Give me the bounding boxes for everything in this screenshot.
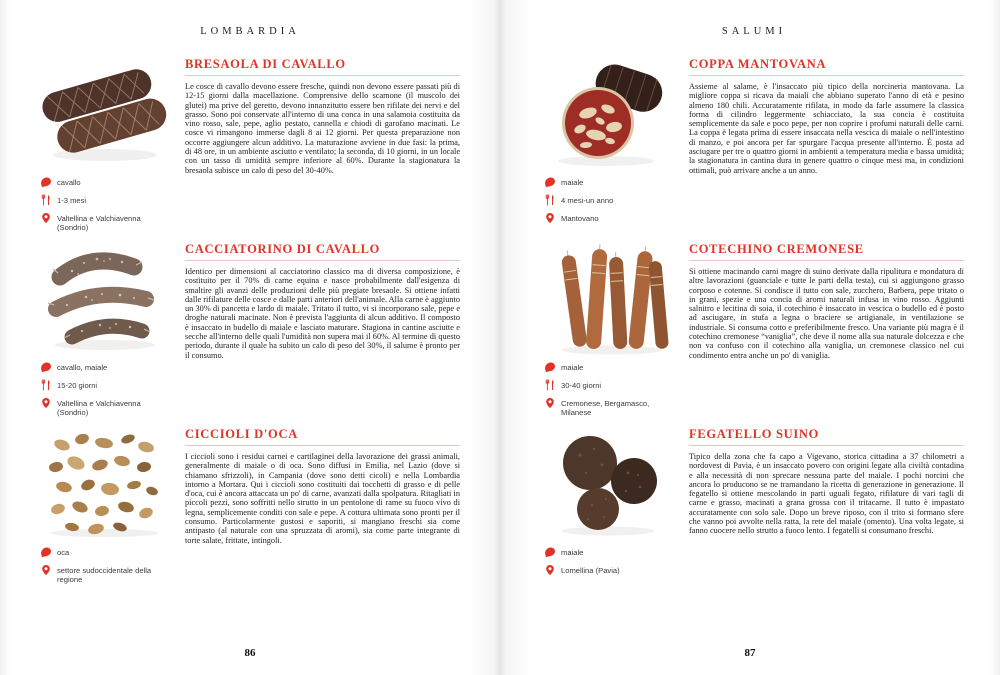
meta-list: [40, 546, 170, 590]
meta-list: [40, 176, 170, 238]
entry-body: I ciccioli sono i residui carnei e cartilaginei della lavorazione dei grassi animali, generalmente di maiale o di oca. Sono diffusi in Emilia, nel Lazio (dove si chiamano sfrizzoli), in Campania (dove sono detti cicoli) e nella Lombardia intorno a Mortara. Qui i ciccioli sono costituiti dai tocchetti di grasso e di pelle d'oca, cui è ancora attaccata un po' di carne, avanzati dalla spolpatura. Ritagliati in piccoli pezzi, sono soffritti nello strutto in un pentolone di rame su fuoco vivo di legna, semplicemente conditi con sale e pepe. A cottura ultimata sono pronti per il consumo. Particolarmente gustosi e saporiti, si mangiano freschi sia come antipasto (al naturale con una spruzzata di aromi), sia come parte integrante di torte salate, frittate, intingoli.: [185, 452, 460, 545]
pin-icon: [40, 397, 52, 409]
entry-image-column: [40, 242, 170, 427]
meta-label: Lomellina (Pavia): [561, 565, 620, 575]
product-image-cacciatorino: [40, 242, 170, 354]
meta-zone: [544, 564, 674, 576]
title-rule: [185, 75, 460, 76]
title-rule: [689, 75, 964, 76]
meta-label: oca: [57, 547, 70, 557]
entry-image-column: [544, 242, 674, 427]
cutlery-icon: [40, 379, 52, 391]
cutlery-icon: [544, 379, 556, 391]
title-rule: [689, 260, 964, 261]
meta-animal: [40, 361, 170, 373]
entry-body: Identico per dimensioni al cacciatorino classico ma di diversa composizione, è costituito per il 70% di carne equina e nasce probabilmente dall'esigenza di smaltire gli avanzi delle produzioni delle più pregiate bresaole. Si ottiene infatti dalle rifilature delle cosce e dalle parti anteriori dell'animale. Alla carne è aggiunto un 30% di pancetta e lardo di maiale. Tritato il tutto, vi si incorporano sale, pepe e droghe naturali macinate. Non è prevista l'aggiunta di alcun additivo. Il composto è insaccato in budello di maiale e lasciato maturare. Stagiona in cantine asciutte e secche all'interno delle quali l'umidità non supera mai il 60%. Al termine di questo periodo, durante il quale ha subito un calo di peso del 30%, il salume è pronto per il consumo.: [185, 267, 460, 360]
product-image-coppa: [544, 57, 674, 169]
entry-text-column: [689, 242, 964, 427]
page-right: [500, 0, 1000, 675]
pin-icon: [544, 212, 556, 224]
entry-text-column: [689, 427, 964, 582]
meta-animal: [40, 176, 170, 188]
meta-label: maiale: [561, 547, 584, 557]
pin-icon: [544, 397, 556, 409]
page-number-left: 86: [244, 647, 256, 659]
meta-animal: [544, 361, 674, 373]
meta-animal: [40, 546, 170, 558]
title-rule: [185, 260, 460, 261]
meta-list: [544, 546, 674, 582]
entry-text-column: [689, 57, 964, 242]
meta-aging: [40, 194, 170, 206]
cutlery-icon: [544, 194, 556, 206]
meta-label: maiale: [561, 177, 584, 187]
meta-zone: [40, 564, 170, 584]
pin-icon: [544, 564, 556, 576]
title-rule: [185, 445, 460, 446]
meta-label: Cremonese, Bergamasco, Milanese: [561, 398, 650, 417]
entry-text-column: [185, 57, 460, 242]
title-rule: [689, 445, 964, 446]
entry-body: Tipico della zona che fa capo a Vigevano, storica cittadina a 37 chilometri a nordovest di Pavia, è un insaccato povero con origini legate alla civiltà contadina e alla necessità di non sprecare nessuna parte del maiale. I pochi norcini che ancora lo producono se ne tramandano la ricetta di generazione in generazione. Il fegatello si ottiene mescolando in parti uguali fegato, rifilature di vari tagli di carne e grasso, macinati a grana grossa con il tritacarne. Il tutto è impastato accuratamente con solo sale. Dopo un breve riposo, con il trito si formano sfere che vanno poi avvolte nella ratta, la rete del maiale (omento). Una volta legate, si fanno cuocere nello strutto a fuoco lento. I fegatelli si consumano freschi.: [689, 452, 964, 536]
meta-label: Valtellina e Valchiavenna (Sondrio): [57, 213, 141, 232]
meta-label: cavallo: [57, 177, 81, 187]
entry-body: Assieme al salame, è l'insaccato più tipico della norcineria mantovana. La migliore coppa si ricava da maiali che abbiano superato l'anno di età e pesino almeno 180 chili. Accuratamente rifilata, in modo da farle assumere la classica forma di cilindro leggermente schiacciato, la sua concia è costituita semplicemente da sale e poco pepe, per non coprire i profumi naturali delle carni. La coppa è legata prima di essere insaccata nella vescica di maiale o nell'intestino di manzo, e poi ancora per far spurgare l'acqua presente all'interno. È posta ad asciugare per tre o quattro giorni in ambienti a temperatura media e bassa umidità; la stagionatura in cantina dura in genere quattro o cinque mesi ma, in condizioni ottimali, può arrivare anche a un anno.: [689, 82, 964, 175]
entry-image-column: [40, 427, 170, 590]
entry-cacciatorino: [40, 242, 460, 427]
pin-icon: [40, 564, 52, 576]
meta-animal: [544, 546, 674, 558]
meta-aging: [544, 379, 674, 391]
product-image-bresaola: [40, 57, 170, 169]
meta-label: cavallo, maiale: [57, 362, 108, 372]
meta-zone: [40, 397, 170, 417]
entry-cotechino: [544, 242, 964, 427]
entry-body: Si ottiene macinando carni magre di suino derivate dalla ripulitura e mondatura di altre lavorazioni (guanciale e tutte le parti della testa), cui si aggiungono grasso corposo e cotenne. Si condisce il tutto con sale, zucchero, Barbera, pepe tritato o in grani, spezie e una concia di aromi naturali infusa in vino rosso. Aggiunti salnitro e lecitina di soia, il cotechino è insaccato in vescica o budello ed è posto ad asciugare, in stufa a legna o braciere se artigianale, in ventilazione se industriale. Si consuma cotto e preferibilmente fresco. Una variante più magra è il cotechino cremonese “vaniglia”, che deve il nome alla sua naturale dolcezza e che non va confuso con il cotechino alla vaniglia, un cremonese classico nel cui condimento entra anche un po' di vaniglia.: [689, 267, 964, 360]
ham-icon: [544, 176, 556, 188]
entry-body: Le cosce di cavallo devono essere fresche, quindi non devono essere passati più di 12-15 giorni dalla macellazione. Comprensive dello scamone (il muscolo dei glutei) ma prive del geretto, devono innanzitutto essere ben rifilate dei nervi e del grasso. Sono poi conservate all'interno di una conca in una salamoia costituita da vino rosso, sale, pepe, aglio pestato, cannella e chiodi di garofano macinati. Le cosce vi rimangono immerse dagli 8 ai 12 giorni. Per questa preparazione non occorre aggiungere alcun additivo. La maturazione avviene in due fasi: la prima, di 48 ore, in un ambiente asciutto e ventilato; la seconda, di 10 giorni, in un locale con un tasso di umidità sempre inferiore al 60%. Durante la stagionatura la bresaola subisce un calo di peso del 30-40%.: [185, 82, 460, 175]
entry-title: COTECHINO CREMONESE: [689, 242, 864, 256]
entry-coppa: [544, 57, 964, 242]
meta-zone: [544, 397, 674, 417]
pin-icon: [40, 212, 52, 224]
entry-text-column: [185, 427, 460, 590]
meta-list: [544, 176, 674, 230]
product-image-cotechino: [544, 242, 674, 354]
entry-image-column: [544, 427, 674, 582]
entry-fegatello: [544, 427, 964, 582]
meta-zone: [40, 212, 170, 232]
meta-label: 30-40 giorni: [561, 380, 602, 390]
ham-icon: [40, 546, 52, 558]
meta-aging: [40, 379, 170, 391]
entry-text-column: [185, 242, 460, 427]
ham-icon: [544, 546, 556, 558]
meta-label: settore sudoccidentale della regione: [57, 565, 152, 584]
entry-title: FEGATELLO SUINO: [689, 427, 820, 441]
entry-title: CICCIOLI D'OCA: [185, 427, 298, 441]
meta-label: 15-20 giorni: [57, 380, 98, 390]
entry-bresaola: [40, 57, 460, 242]
meta-list: [40, 361, 170, 423]
product-image-fegatello: [544, 427, 674, 539]
page-number-right: 87: [744, 647, 756, 659]
meta-label: Valtellina e Valchiavenna (Sondrio): [57, 398, 141, 417]
meta-list: [544, 361, 674, 423]
meta-label: 1-3 mesi: [57, 195, 87, 205]
entry-ciccioli: [40, 427, 460, 590]
entry-image-column: [544, 57, 674, 242]
meta-aging: [544, 194, 674, 206]
meta-label: maiale: [561, 362, 584, 372]
ham-icon: [40, 176, 52, 188]
entry-title: COPPA MANTOVANA: [689, 57, 827, 71]
meta-label: 4 mesi-un anno: [561, 195, 614, 205]
ham-icon: [544, 361, 556, 373]
entry-title: BRESAOLA DI CAVALLO: [185, 57, 346, 71]
meta-zone: [544, 212, 674, 224]
meta-animal: [544, 176, 674, 188]
ham-icon: [40, 361, 52, 373]
entry-image-column: [40, 57, 170, 242]
entry-title: CACCIATORINO DI CAVALLO: [185, 242, 381, 256]
page-header-right: SALUMI: [721, 26, 787, 37]
meta-label: Mantovano: [561, 213, 599, 223]
cutlery-icon: [40, 194, 52, 206]
page-header-left: LOMBARDIA: [200, 26, 300, 37]
product-image-ciccioli: [40, 427, 170, 539]
